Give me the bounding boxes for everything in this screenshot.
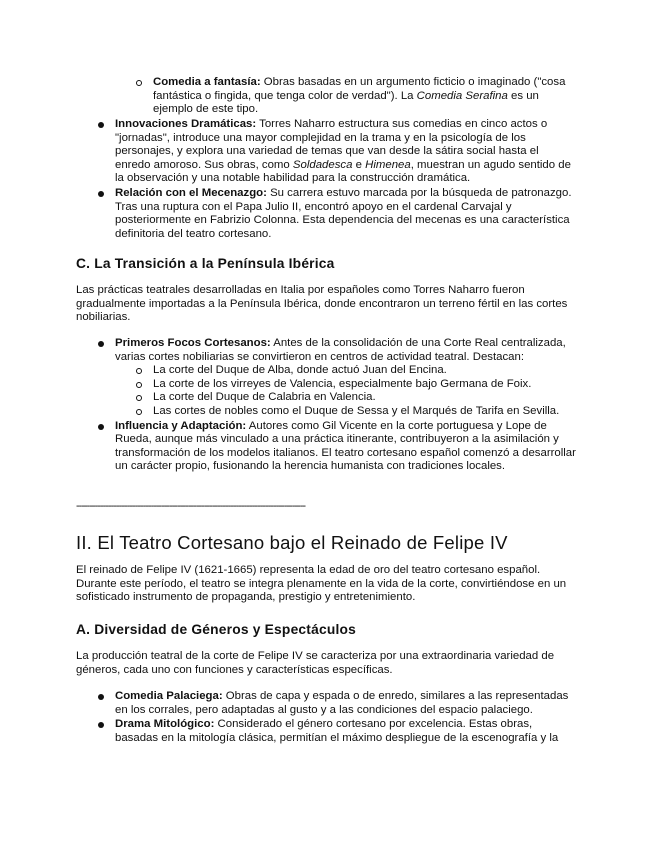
section-heading-c: C. La Transición a la Península Ibérica xyxy=(76,256,335,271)
circle-bullet-icon xyxy=(136,382,142,388)
item-label: Drama Mitológico: xyxy=(115,718,215,731)
circle-bullet-icon xyxy=(136,368,142,374)
cortes-list xyxy=(153,364,583,418)
item-label: Comedia a fantasía: xyxy=(153,76,261,88)
paragraph-felipe-iv: El reinado de Felipe IV (1621-1665) representa la edad de oro del teatro cortesano español. Durante este período, el teatro se integra plenamente en la vida de la corte, convirtiéndose en un sofisticado instrumento de propaganda, prestigio y entretenimiento. xyxy=(76,564,567,604)
item-text: La corte de los virreyes de Valencia, especialmente bajo Germana de Foix. xyxy=(153,377,532,390)
item-text: e xyxy=(352,158,366,171)
bullet-icon xyxy=(98,191,104,197)
generos-list xyxy=(115,690,577,746)
work-title: Comedia Serafina xyxy=(416,89,508,102)
item-text: Obras basadas en un argumento ficticio o imaginado ("cosa fantástica o fingida, que tenga color de verdad"). La xyxy=(153,76,566,102)
item-text: La corte del Duque de Alba, donde actuó Juan del Encina. xyxy=(153,364,447,377)
list-item-innovaciones xyxy=(115,118,577,186)
item-text: Torres Naharro estructura sus comedias en cinco actos o "jornadas", introduce una mayor complejidad en la trama y en la psicología de los personajes, y explora una variedad de temas que van desde la sátira social hasta el enredo amoroso. Sus obras, como xyxy=(115,118,548,171)
item-text: La corte del Duque de Calabria en Valencia. xyxy=(153,391,376,404)
list-item-influencia xyxy=(115,420,580,474)
item-text: Las cortes de nobles como el Duque de Sessa y el Marqués de Tarifa en Sevilla. xyxy=(153,404,560,417)
item-text: es un ejemplo de este tipo. xyxy=(153,89,539,116)
item-text: , muestran un agudo sentido de la observación y una notable habilidad para la construcción dramática. xyxy=(115,158,571,185)
bullet-icon xyxy=(98,424,104,430)
bullet-icon xyxy=(98,694,104,700)
transicion-list xyxy=(115,337,580,475)
list-item-corte xyxy=(153,378,583,392)
item-label: Comedia Palaciega: xyxy=(115,690,223,702)
list-item-mecenazgo xyxy=(115,187,577,241)
naharro-list xyxy=(115,118,577,242)
item-label: Influencia y Adaptación: xyxy=(115,419,247,432)
item-text: Antes de la consolidación de una Corte Real centralizada, varias cortes nobiliarias se convirtieron en centros de actividad teatral. Destacan: xyxy=(115,337,566,363)
section-divider: -------------------------------------------------------------------------------------- xyxy=(76,500,306,512)
subtype-list xyxy=(153,76,575,118)
item-text: Autores como Gil Vicente en la corte portuguesa y Lope de Rueda, aunque más vinculado a una práctica itinerante, contribuyeron a la asimilación y transformación de los modelos italianos. El teatro cortesano español comenzó a desarrollar un carácter propio, fusionando la herencia humanista con tradiciones locales. xyxy=(115,419,576,473)
circle-bullet-icon xyxy=(136,395,142,401)
paragraph-transicion: Las prácticas teatrales desarrolladas en Italia por españoles como Torres Naharro fueron gradualmente importadas a la Península Ibérica, donde encontraron un terreno fértil en las cortes nobiliarias. xyxy=(76,284,568,324)
item-text: Obras de capa y espada o de enredo, similares a las representadas en los corrales, pero adaptadas al gusto y a las condiciones del espacio palaciego. xyxy=(115,690,569,716)
list-item-corte xyxy=(153,364,583,378)
list-item-focos xyxy=(115,337,580,419)
item-label: Innovaciones Dramáticas: xyxy=(115,118,257,130)
list-item-comedia-fantasia xyxy=(153,76,575,117)
list-item-mitologico xyxy=(115,718,577,745)
bullet-icon xyxy=(98,341,104,347)
item-label: Relación con el Mecenazgo: xyxy=(115,186,267,199)
work-title: Soldadesca xyxy=(292,158,353,171)
list-item-corte xyxy=(153,391,583,405)
paragraph-generos: La producción teatral de la corte de Felipe IV se caracteriza por una extraordinaria variedad de géneros, cada uno con funciones y características específicas. xyxy=(76,650,555,676)
bullet-icon xyxy=(98,122,104,128)
list-item-corte xyxy=(153,405,583,419)
section-heading-a: A. Diversidad de Géneros y Espectáculos xyxy=(76,622,357,637)
circle-bullet-icon xyxy=(136,80,142,86)
section-heading-ii: II. El Teatro Cortesano bajo el Reinado de Felipe IV xyxy=(76,532,508,553)
work-title: Himenea xyxy=(365,158,411,171)
item-text: Considerado el género cortesano por excelencia. Estas obras, basadas en la mitología clásica, permitían el máximo despliegue de la escenografía y la xyxy=(115,718,559,744)
circle-bullet-icon xyxy=(136,409,142,415)
list-item-palaciega xyxy=(115,690,577,717)
bullet-icon xyxy=(98,722,104,728)
item-text: Su carrera estuvo marcada por la búsqueda de patronazgo. Tras una ruptura con el Papa Julio II, encontró apoyo en el cardenal Carvajal y posteriormente en Fabrizio Colonna. Esta dependencia del mecenas es una característica definitoria del teatro cortesano. xyxy=(115,186,572,240)
item-label: Primeros Focos Cortesanos: xyxy=(115,337,271,349)
